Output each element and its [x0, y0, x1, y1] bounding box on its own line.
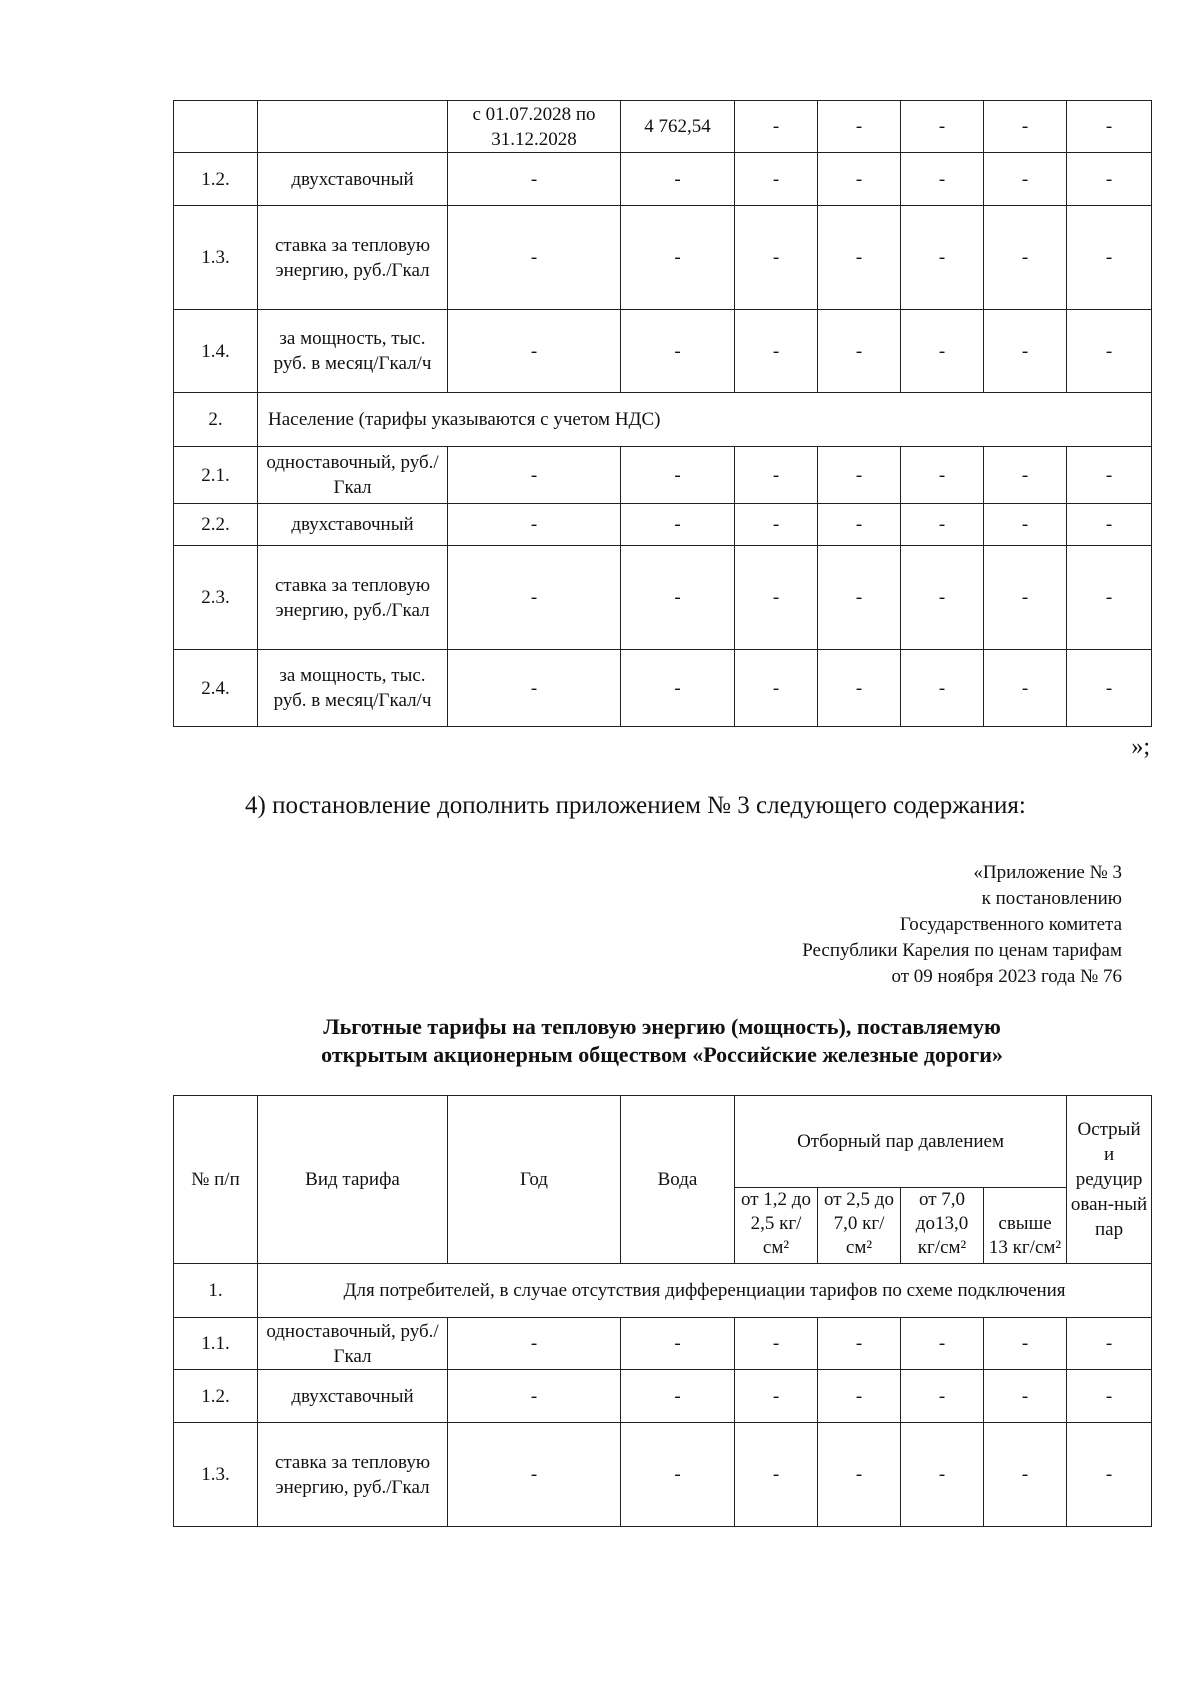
steam-over-13: -: [984, 504, 1067, 546]
table-row: [174, 101, 1152, 153]
steam-2-5-7-0: -: [818, 310, 901, 393]
tariff-type: двухставочный: [258, 153, 448, 206]
period: -: [448, 504, 621, 546]
preferential-tariff-table: [173, 1095, 1152, 1527]
water-tariff: -: [621, 1423, 735, 1527]
appendix-line: от 09 ноября 2023 года № 76: [891, 966, 1122, 987]
steam-7-0-13-0: -: [901, 504, 984, 546]
period: -: [448, 1318, 621, 1370]
header-steam-1-2-2-5: от 1,2 до 2,5 кг/см²: [735, 1188, 818, 1264]
header-steam-over-13: свыше 13 кг/см²: [984, 1188, 1067, 1264]
water-tariff: -: [621, 650, 735, 727]
sharp-steam: -: [1067, 1423, 1152, 1527]
appendix-line: «Приложение № 3: [973, 862, 1122, 883]
row-number: 1.4.: [174, 310, 258, 393]
period: с 01.07.2028 по 31.12.2028: [448, 101, 621, 153]
water-tariff: -: [621, 206, 735, 310]
sharp-steam: -: [1067, 546, 1152, 650]
table-row: [174, 650, 1152, 727]
tariff-type: [258, 101, 448, 153]
row-number: 1.1.: [174, 1318, 258, 1370]
period: -: [448, 1370, 621, 1423]
table-row: [174, 447, 1152, 504]
tariff-table-continued: [173, 100, 1152, 727]
period: -: [448, 206, 621, 310]
section-title: Население (тарифы указываются с учетом НДС): [258, 393, 1152, 447]
row-number: 2.2.: [174, 504, 258, 546]
period: -: [448, 1423, 621, 1527]
steam-1-2-2-5: -: [735, 504, 818, 546]
steam-1-2-2-5: -: [735, 1423, 818, 1527]
period: -: [448, 447, 621, 504]
sharp-steam: -: [1067, 101, 1152, 153]
header-sharp-steam: Острый и редуцир ован-ный пар: [1067, 1096, 1152, 1264]
steam-7-0-13-0: -: [901, 650, 984, 727]
steam-1-2-2-5: -: [735, 310, 818, 393]
period: -: [448, 650, 621, 727]
tariff-type: одноставочный, руб./Гкал: [258, 1318, 448, 1370]
steam-7-0-13-0: -: [901, 546, 984, 650]
amendment-paragraph: [173, 790, 1120, 821]
row-number: 2.1.: [174, 447, 258, 504]
row-number: 1.3.: [174, 206, 258, 310]
steam-over-13: -: [984, 206, 1067, 310]
water-tariff: -: [621, 504, 735, 546]
water-tariff: -: [621, 546, 735, 650]
steam-1-2-2-5: -: [735, 650, 818, 727]
steam-2-5-7-0: -: [818, 1423, 901, 1527]
steam-1-2-2-5: -: [735, 101, 818, 153]
water-tariff: -: [621, 1370, 735, 1423]
steam-1-2-2-5: -: [735, 1370, 818, 1423]
appendix-reference: [802, 860, 1122, 990]
steam-2-5-7-0: -: [818, 153, 901, 206]
table-row: [174, 153, 1152, 206]
section-number: 2.: [174, 393, 258, 447]
steam-over-13: -: [984, 650, 1067, 727]
section-row: [174, 393, 1152, 447]
steam-2-5-7-0: -: [818, 546, 901, 650]
sharp-steam: -: [1067, 504, 1152, 546]
sharp-steam: -: [1067, 447, 1152, 504]
row-number: 2.4.: [174, 650, 258, 727]
period: -: [448, 310, 621, 393]
tariff-type: двухставочный: [258, 504, 448, 546]
steam-7-0-13-0: -: [901, 153, 984, 206]
section-number: 1.: [174, 1264, 258, 1318]
sharp-steam: -: [1067, 1370, 1152, 1423]
appendix-line: Государственного комитета: [899, 914, 1122, 935]
tariff-type: за мощность, тыс. руб. в месяц/Гкал/ч: [258, 650, 448, 727]
water-tariff: -: [621, 153, 735, 206]
row-number: 1.3.: [174, 1423, 258, 1527]
tariff-type: ставка за тепловую энергию, руб./Гкал: [258, 206, 448, 310]
steam-1-2-2-5: -: [735, 1318, 818, 1370]
steam-7-0-13-0: -: [901, 206, 984, 310]
title-line: открытым акционерным обществом «Российские железные дороги»: [321, 1042, 1003, 1067]
header-steam-pressure: Отборный пар давлением: [735, 1096, 1067, 1188]
tariff-type: двухставочный: [258, 1370, 448, 1423]
appendix-line: Республики Карелия по ценам тарифам: [802, 940, 1122, 961]
steam-2-5-7-0: -: [818, 447, 901, 504]
steam-2-5-7-0: -: [818, 1318, 901, 1370]
tariff-type: одноставочный, руб./Гкал: [258, 447, 448, 504]
steam-7-0-13-0: -: [901, 101, 984, 153]
header-row-number: № п/п: [174, 1096, 258, 1264]
steam-7-0-13-0: -: [901, 310, 984, 393]
header-water: Вода: [621, 1096, 735, 1264]
steam-over-13: -: [984, 1370, 1067, 1423]
table-row: [174, 310, 1152, 393]
header-year: Год: [448, 1096, 621, 1264]
steam-1-2-2-5: -: [735, 153, 818, 206]
closing-quote: »;: [1131, 734, 1150, 760]
row-number: 1.2.: [174, 1370, 258, 1423]
row-number: 1.2.: [174, 153, 258, 206]
tariff-type: ставка за тепловую энергию, руб./Гкал: [258, 1423, 448, 1527]
row-number: [174, 101, 258, 153]
period: -: [448, 546, 621, 650]
steam-1-2-2-5: -: [735, 546, 818, 650]
header-row: [174, 1096, 1152, 1188]
steam-2-5-7-0: -: [818, 206, 901, 310]
title-line: Льготные тарифы на тепловую энергию (мощность), поставляемую: [323, 1014, 1001, 1039]
water-tariff: -: [621, 1318, 735, 1370]
table-row: [174, 206, 1152, 310]
table-row: [174, 1318, 1152, 1370]
steam-2-5-7-0: -: [818, 504, 901, 546]
tariff-type: за мощность, тыс. руб. в месяц/Гкал/ч: [258, 310, 448, 393]
steam-7-0-13-0: -: [901, 447, 984, 504]
table-row: [174, 1423, 1152, 1527]
steam-7-0-13-0: -: [901, 1318, 984, 1370]
header-steam-7-0-13-0: от 7,0 до13,0 кг/см²: [901, 1188, 984, 1264]
steam-over-13: -: [984, 1318, 1067, 1370]
sharp-steam: -: [1067, 1318, 1152, 1370]
water-tariff: -: [621, 447, 735, 504]
steam-2-5-7-0: -: [818, 650, 901, 727]
document-title: [173, 1013, 1151, 1069]
steam-over-13: -: [984, 546, 1067, 650]
section-row: [174, 1264, 1152, 1318]
table-row: [174, 1370, 1152, 1423]
table-row: [174, 546, 1152, 650]
row-number: 2.3.: [174, 546, 258, 650]
sharp-steam: -: [1067, 153, 1152, 206]
steam-2-5-7-0: -: [818, 1370, 901, 1423]
steam-2-5-7-0: -: [818, 101, 901, 153]
header-steam-2-5-7-0: от 2,5 до 7,0 кг/см²: [818, 1188, 901, 1264]
steam-over-13: -: [984, 153, 1067, 206]
steam-7-0-13-0: -: [901, 1370, 984, 1423]
sharp-steam: -: [1067, 650, 1152, 727]
steam-1-2-2-5: -: [735, 206, 818, 310]
period: -: [448, 153, 621, 206]
steam-over-13: -: [984, 310, 1067, 393]
steam-over-13: -: [984, 1423, 1067, 1527]
section-title: Для потребителей, в случае отсутствия дифференциации тарифов по схеме подключения: [258, 1264, 1152, 1318]
water-tariff: 4 762,54: [621, 101, 735, 153]
sharp-steam: -: [1067, 206, 1152, 310]
amendment-paragraph-text: 4) постановление дополнить приложением № 3 следующего содержания:: [245, 792, 1026, 819]
steam-1-2-2-5: -: [735, 447, 818, 504]
water-tariff: -: [621, 310, 735, 393]
table-row: [174, 504, 1152, 546]
steam-over-13: -: [984, 101, 1067, 153]
steam-over-13: -: [984, 447, 1067, 504]
appendix-line: к постановлению: [981, 888, 1122, 909]
header-tariff-type: Вид тарифа: [258, 1096, 448, 1264]
steam-7-0-13-0: -: [901, 1423, 984, 1527]
tariff-type: ставка за тепловую энергию, руб./Гкал: [258, 546, 448, 650]
sharp-steam: -: [1067, 310, 1152, 393]
